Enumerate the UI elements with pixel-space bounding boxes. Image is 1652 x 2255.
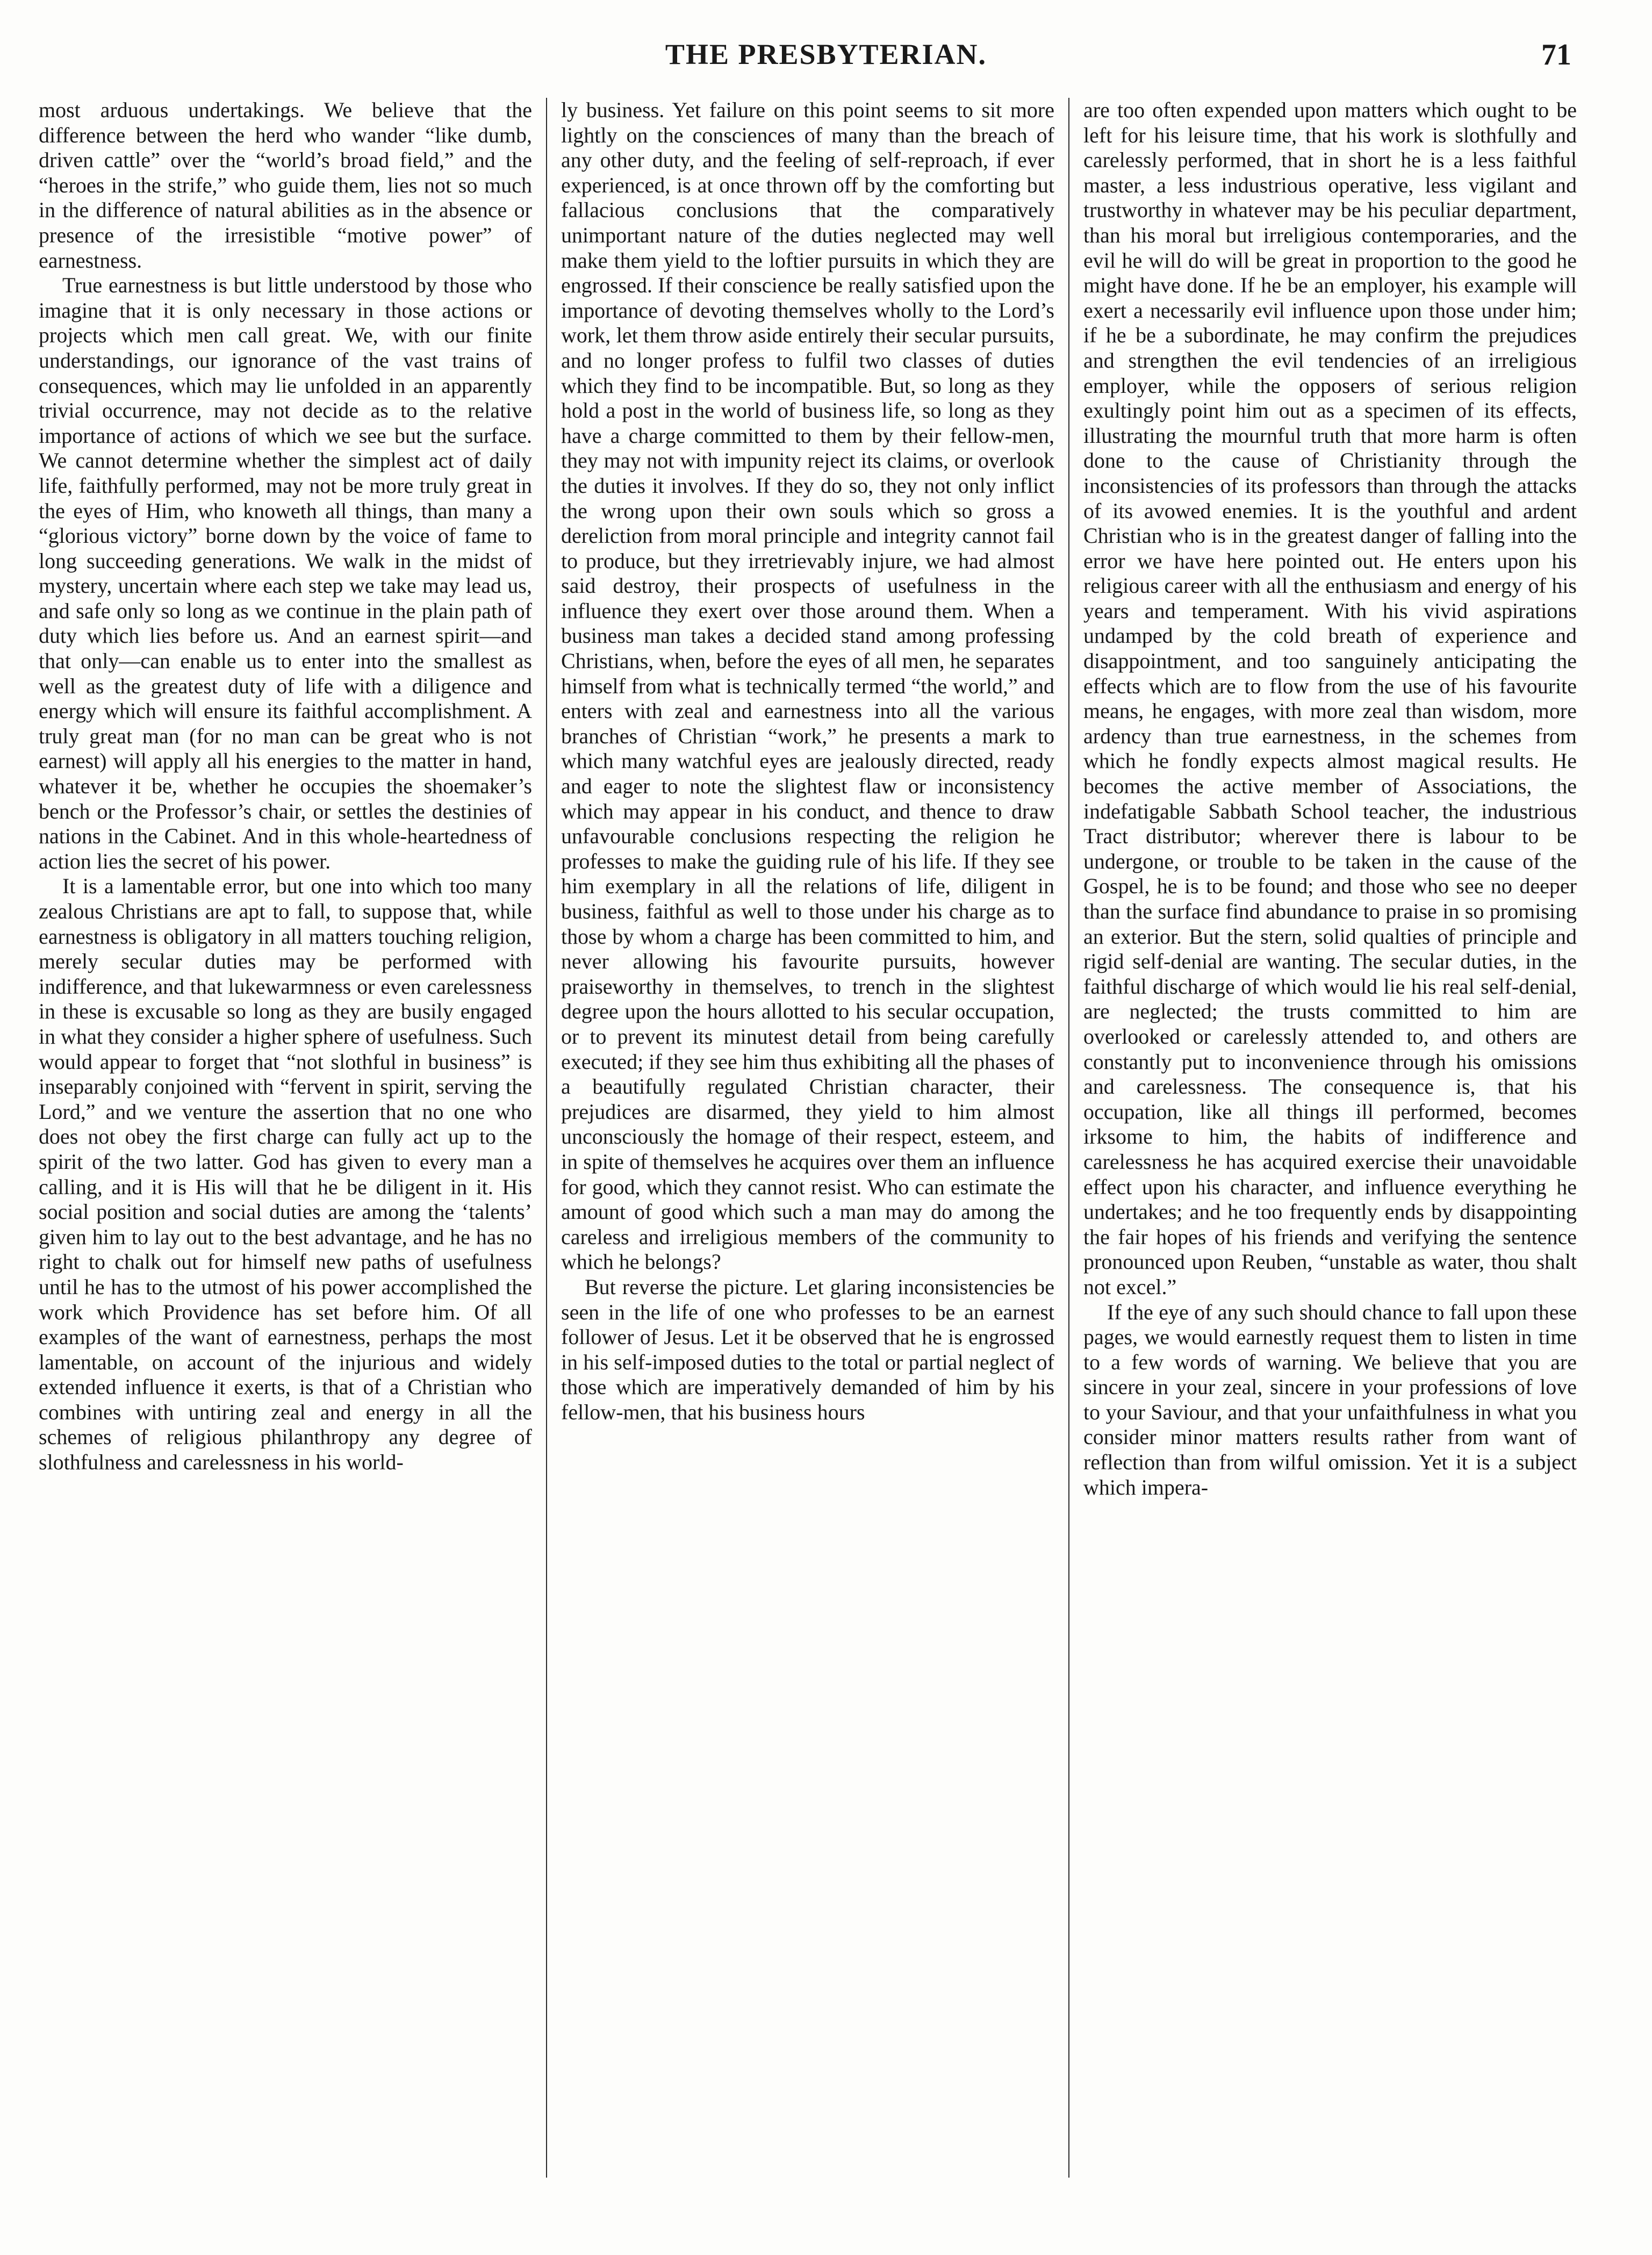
column-1: [39, 98, 532, 2178]
page-number: 71: [1541, 38, 1571, 71]
column-divider: [1068, 98, 1069, 2178]
paragraph: True earnestness is but little understood by those who imagine that it is only necessary in those actions or projects which men call great. We, with our finite understandings, our ignorance of the vast trains of consequences, which may lie unfolded in an apparently trivial occurrence, may not decide as to the relative importance of actions of which we see but the surface. We cannot determine whether the simplest act of daily life, faithfully performed, may not be more truly great in the eyes of Him, who knoweth all things, than many a “glorious victory” borne down by the voice of fame to long succeeding generations. We walk in the midst of mystery, uncertain where each step we take may lead us, and safe only so long as we continue in the plain path of duty which lies before us. And an earnest spirit—and that only—can enable us to enter into the smallest as well as the greatest duty of life with a diligence and energy which will ensure its faithful accomplishment. A truly great man (for no man can be great who is not earnest) will apply all his energies to the matter in hand, whatever it be, whether he occupies the shoemaker’s bench or the Professor’s chair, or settles the destinies of nations in the Cabinet. And in this whole-heartedness of action lies the secret of his power.: [39, 273, 532, 873]
column-3: [1083, 98, 1577, 2178]
paragraph: But reverse the picture. Let glaring inconsistencies be seen in the life of one who professes to be an earnest follower of Jesus. Let it be observed that he is engrossed in his self-imposed duties to the total or partial neglect of those which are imperatively demanded of him by his fellow-men, that his business hours: [561, 1274, 1054, 1424]
paragraph: It is a lamentable error, but one into which too many zealous Christians are apt to fall, to suppose that, while earnestness is obligatory in all matters touching religion, merely secular duties may be performed with indifference, and that lukewarmness or even carelessness in these is excusable so long as they are busily engaged in what they consider a higher sphere of usefulness. Such would appear to forget that “not slothful in business” is inseparably conjoined with “fervent in spirit, serving the Lord,” and we venture the assertion that no one who does not obey the first charge can fully act up to the spirit of the two latter. God has given to every man a calling, and it is His will that he be diligent in it. His social position and social duties are among the ‘talents’ given him to lay out to the best advantage, and he has no right to chalk out for himself new paths of usefulness until he has to the utmost of his power accomplished the work which Providence has set before him. Of all examples of the want of earnestness, perhaps the most lamentable, on account of the injurious and widely extended influence it exerts, is that of a Christian who combines with untiring zeal and energy in all the schemes of religious philanthropy any degree of slothfulness and carelessness in his world-: [39, 874, 532, 1475]
paragraph: If the eye of any such should chance to fall upon these pages, we would earnestly request them to listen in time to a few words of warning. We believe that you are sincere in your zeal, sincere in your professions of love to your Saviour, and that your unfaithfulness in what you consider minor matters results rather from want of reflection than from wilful omission. Yet it is a subject which impera-: [1083, 1299, 1577, 1499]
paragraph: most arduous undertakings. We believe that the difference between the herd who wander “like dumb, driven cattle” over the “world’s broad field,” and the “heroes in the strife,” who guide them, lies not so much in the difference of natural abilities as in the absence or presence of the irresistible “motive power” of earnestness.: [39, 98, 532, 272]
paragraph: are too often expended upon matters which ought to be left for his leisure time, that his work is slothfully and carelessly performed, that in short he is a less faithful master, a less industrious operative, less vigilant and trustworthy in whatever may be his peculiar department, than his moral but irreligious contemporaries, and the evil he will do will be great in proportion to the good he might have done. If he be an employer, his example will exert a necessarily evil influence upon those under him; if he be a subordinate, he may confirm the prejudices and strengthen the evil tendencies of an irreligious employer, while the opposers of serious religion exultingly point him out as a specimen of its effects, illustrating the mournful truth that more harm is often done to the cause of Christianity through the inconsistencies of its professors than through the attacks of its avowed enemies. It is the youthful and ardent Christian who is in the greatest danger of falling into the error we have here pointed out. He enters upon his religious career with all the enthusiasm and energy of his years and temperament. With his vivid aspirations undamped by the cold breath of experience and disappointment, and too sanguinely anticipating the effects which are to flow from the use of his favourite means, he engages, with more zeal than wisdom, more ardency than true earnestness, in the schemes from which he fondly expects almost magical results. He becomes the active member of Associations, the indefatigable Sabbath School teacher, the industrious Tract distributor; wherever there is labour to be undergone, or trouble to be taken in the cause of the Gospel, he is to be found; and those who see no deeper than the surface find abundance to praise in so promising an exterior. But the stern, solid qualties of principle and rigid self-denial are wanting. The secular duties, in the faithful discharge of which would lie his real self-denial, are neglected; the trusts committed to him are overlooked or carelessly attended to, and others are constantly put to inconvenience through his omissions and carelessness. The consequence is, that his occupation, like all things ill performed, becomes irksome to him, the habits of indifference and carelessness he has acquired exercise their unavoidable effect upon his character, and influence everything he undertakes; and he too frequently ends by disappointing the fair hopes of his friends and verifying the sentence pronounced upon Reuben, “unstable as water, thou shalt not excel.”: [1083, 98, 1577, 1299]
running-head: [0, 38, 1652, 81]
column-divider: [546, 98, 547, 2178]
column-2: [561, 98, 1054, 2178]
publication-title: THE PRESBYTERIAN.: [665, 38, 987, 70]
article-columns: [39, 98, 1581, 2178]
paragraph: ly business. Yet failure on this point seems to sit more lightly on the consciences of many than the breach of any other duty, and the feeling of self-reproach, if ever experienced, is at once thrown off by the comforting but fallacious conclusions that the comparatively unimportant nature of the duties neglected may well make them yield to the loftier pursuits in which they are engrossed. If their conscience be really satisfied upon the importance of devoting themselves wholly to the Lord’s work, let them throw aside entirely their secular pursuits, and no longer profess to fulfil two classes of duties which they find to be incompatible. But, so long as they hold a post in the world of business life, so long as they have a charge committed to them by their fellow-men, they may not with impunity reject its claims, or overlook the duties it involves. If they do so, they not only inflict the wrong upon their own souls which so gross a dereliction from moral principle and integrity cannot fail to produce, but they irretrievably injure, we had almost said destroy, their prospects of usefulness in the influence they exert over those around them. When a business man takes a decided stand among professing Christians, when, before the eyes of all men, he separates himself from what is technically termed “the world,” and enters with zeal and earnestness into all the various branches of Christian “work,” he presents a mark to which many watchful eyes are jealously directed, ready and eager to note the slightest flaw or inconsistency which may appear in his conduct, and thence to draw unfavourable conclusions respecting the religion he professes to make the guiding rule of his life. If they see him exemplary in all the relations of life, diligent in business, faithful as well to those under his charge as to those by whom a charge has been committed to him, and never allowing his favourite pursuits, however praiseworthy in themselves, to trench in the slightest degree upon the hours allotted to his secular occupation, or to prevent its minutest detail from being carefully executed; if they see him thus exhibiting all the phases of a beautifully regulated Christian character, their prejudices are disarmed, they yield to him almost unconsciously the homage of their respect, esteem, and in spite of themselves he acquires over them an influence for good, which they cannot resist. Who can estimate the amount of good which such a man may do among the careless and irreligious members of the community to which he belongs?: [561, 98, 1054, 1274]
